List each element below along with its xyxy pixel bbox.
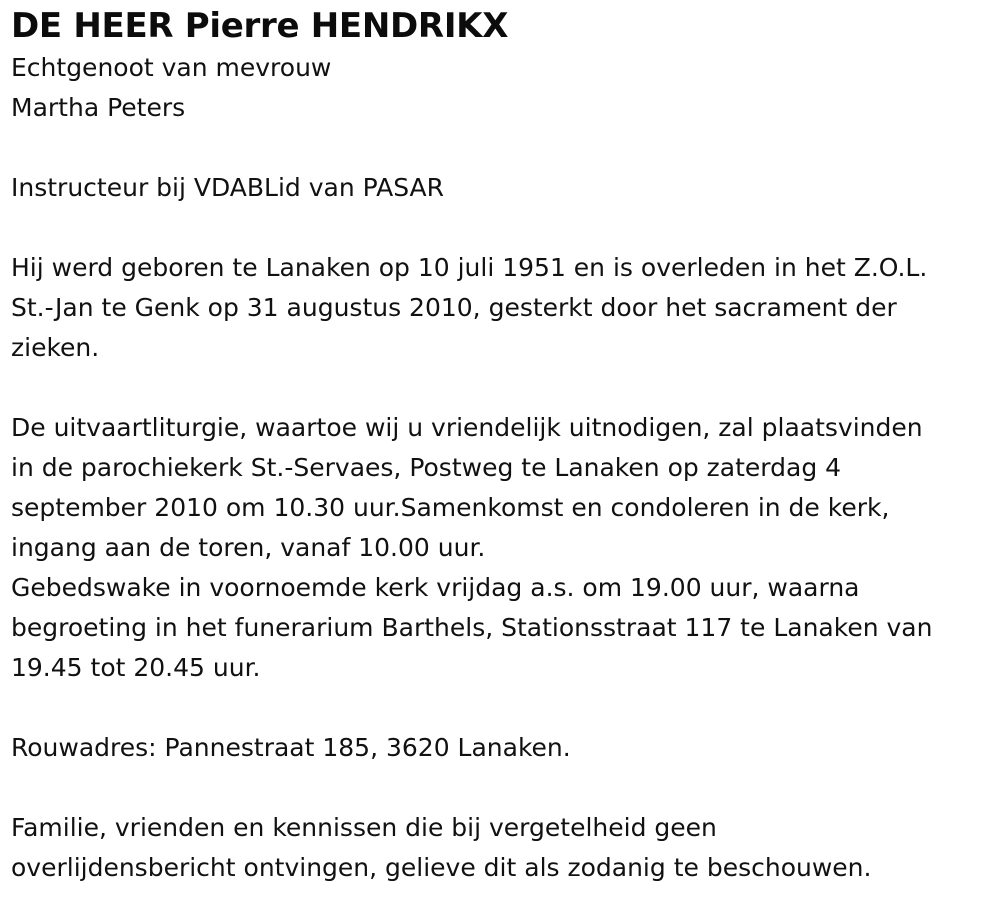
paragraph-line: zieken. [11, 333, 100, 362]
spacer [11, 128, 991, 168]
paragraph-line: St.-Jan te Genk op 31 augustus 2010, gesterkt door het sacrament der [11, 293, 897, 322]
paragraph-line: september 2010 om 10.30 uur.Samenkomst en condoleren in de kerk, [11, 493, 890, 522]
occupation-text: Instructeur bij VDABLid van PASAR [11, 173, 445, 202]
funeral-paragraph [11, 408, 991, 688]
notice-paragraph [11, 808, 991, 888]
paragraph-line: begroeting in het funerarium Barthels, Stationsstraat 117 te Lanaken van [11, 613, 933, 642]
obituary-title: DE HEER Pierre HENDRIKX [11, 6, 509, 46]
mourning-address: Rouwadres: Pannestraat 185, 3620 Lanaken. [11, 733, 571, 762]
paragraph-line: Hij werd geboren te Lanaken op 10 juli 1951 en is overleden in het Z.O.L. [11, 253, 928, 282]
paragraph-line: 19.45 tot 20.45 uur. [11, 653, 261, 682]
spacer [11, 768, 991, 808]
paragraph-line: in de parochiekerk St.-Servaes, Postweg te Lanaken op zaterdag 4 [11, 453, 842, 482]
birth-death-paragraph [11, 248, 991, 368]
paragraph-line: ingang aan de toren, vanaf 10.00 uur. [11, 533, 486, 562]
paragraph-line: De uitvaartliturgie, waartoe wij u vriendelijk uitnodigen, zal plaatsvinden [11, 413, 923, 442]
spacer [11, 208, 991, 248]
paragraph-line: Gebedswake in voornoemde kerk vrijdag a.s. om 19.00 uur, waarna [11, 573, 860, 602]
obituary-notice [11, 0, 991, 888]
spacer [11, 368, 991, 408]
spouse-line-2: Martha Peters [11, 93, 186, 122]
spacer [11, 688, 991, 728]
paragraph-line: overlijdensbericht ontvingen, gelieve dit als zodanig te beschouwen. [11, 853, 872, 882]
spouse-line-1: Echtgenoot van mevrouw [11, 53, 332, 82]
paragraph-line: Familie, vrienden en kennissen die bij vergetelheid geen [11, 813, 717, 842]
